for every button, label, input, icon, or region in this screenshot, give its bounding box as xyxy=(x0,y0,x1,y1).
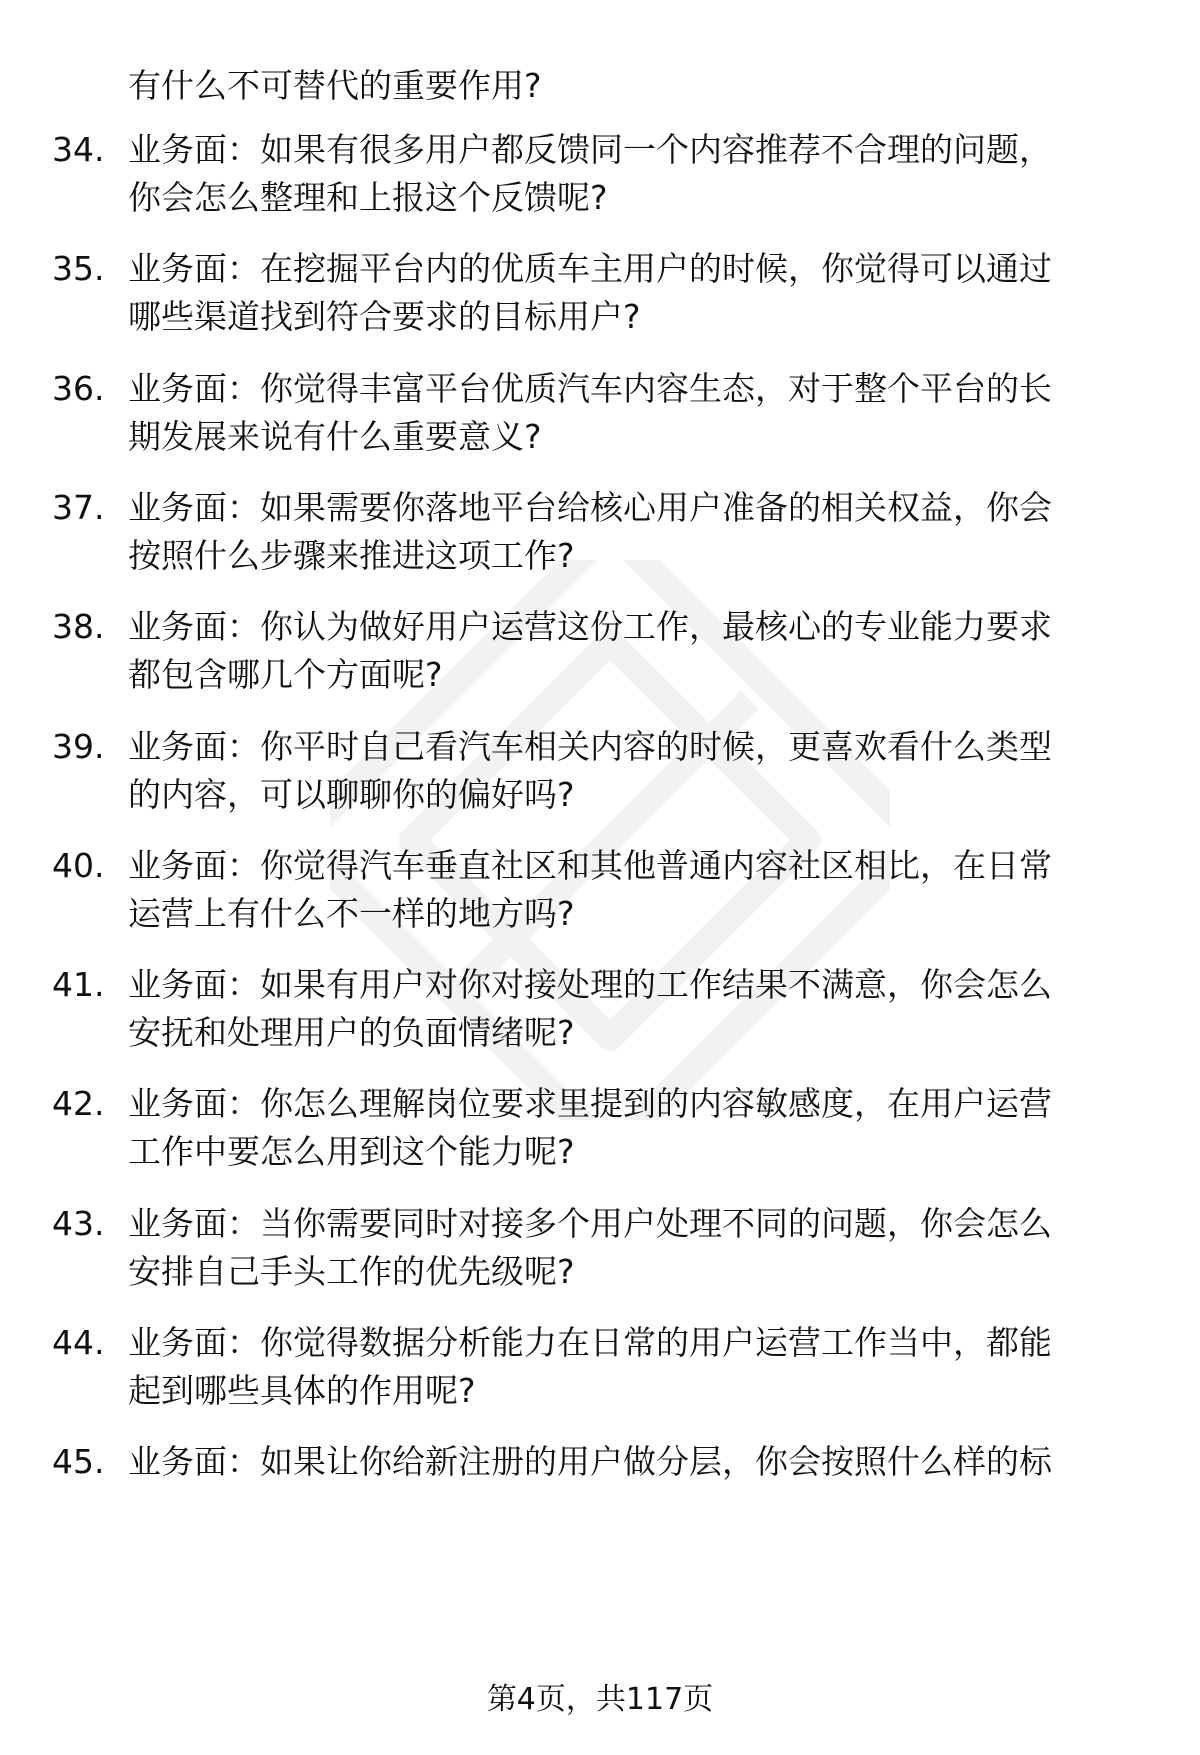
question-line: 业务面：你怎么理解岗位要求里提到的内容敏感度，在用户运营 xyxy=(128,1084,1052,1123)
question-line: 期发展来说有什么重要意义? xyxy=(128,417,542,456)
question-line: 起到哪些具体的作用呢? xyxy=(128,1371,476,1410)
question-number: 35. xyxy=(52,249,105,288)
question-line: 业务面：你觉得丰富平台优质汽车内容生态，对于整个平台的长 xyxy=(128,369,1052,408)
question-line: 业务面：你觉得汽车垂直社区和其他普通内容社区相比，在日常 xyxy=(128,846,1052,885)
question-line: 的内容，可以聊聊你的偏好吗? xyxy=(128,775,575,814)
question-text xyxy=(128,842,1148,938)
question-number: 39. xyxy=(52,727,105,766)
question-number: 38. xyxy=(52,607,105,646)
question-number: 42. xyxy=(52,1084,105,1123)
question-line: 业务面：在挖掘平台内的优质车主用户的时候，你觉得可以通过 xyxy=(128,249,1052,288)
question-number: 40. xyxy=(52,846,105,885)
question-text xyxy=(128,126,1148,222)
question-line: 业务面：当你需要同时对接多个用户处理不同的问题，你会怎么 xyxy=(128,1204,1052,1243)
question-number: 34. xyxy=(52,130,105,169)
question-line: 业务面：如果让你给新注册的用户做分层，你会按照什么样的标 xyxy=(128,1442,1052,1481)
question-number: 43. xyxy=(52,1204,105,1243)
question-text xyxy=(128,961,1148,1057)
question-line: 业务面：你觉得数据分析能力在日常的用户运营工作当中，都能 xyxy=(128,1323,1052,1362)
question-text xyxy=(128,1319,1148,1415)
question-text xyxy=(128,484,1148,580)
question-line: 业务面：你认为做好用户运营这份工作，最核心的专业能力要求 xyxy=(128,607,1052,646)
question-line: 都包含哪几个方面呢? xyxy=(128,655,443,694)
question-text xyxy=(128,723,1148,819)
question-text xyxy=(128,603,1148,699)
question-number: 45. xyxy=(52,1442,105,1481)
question-text xyxy=(128,365,1148,461)
question-line: 安抚和处理用户的负面情绪呢? xyxy=(128,1013,575,1052)
question-line: 业务面：如果有用户对你对接处理的工作结果不满意，你会怎么 xyxy=(128,965,1052,1004)
question-text xyxy=(128,1438,1148,1486)
page-footer: 第4页，共117页 xyxy=(486,1682,714,1717)
question-text xyxy=(128,1200,1148,1296)
question-line: 业务面：你平时自己看汽车相关内容的时候，更喜欢看什么类型 xyxy=(128,727,1052,766)
question-number: 37. xyxy=(52,488,105,527)
question-text xyxy=(128,245,1148,341)
question-line: 运营上有什么不一样的地方吗? xyxy=(128,894,575,933)
continued-question-text: 有什么不可替代的重要作用? xyxy=(128,66,542,105)
question-line: 业务面：如果有很多用户都反馈同一个内容推荐不合理的问题， xyxy=(128,130,1052,169)
question-number: 36. xyxy=(52,369,105,408)
question-number: 44. xyxy=(52,1323,105,1362)
question-line: 你会怎么整理和上报这个反馈呢? xyxy=(128,178,608,217)
question-line: 工作中要怎么用到这个能力呢? xyxy=(128,1132,575,1171)
question-text xyxy=(128,1080,1148,1176)
question-line: 哪些渠道找到符合要求的目标用户? xyxy=(128,297,641,336)
question-number: 41. xyxy=(52,965,105,1004)
question-line: 按照什么步骤来推进这项工作? xyxy=(128,536,575,575)
question-line: 业务面：如果需要你落地平台给核心用户准备的相关权益，你会 xyxy=(128,488,1052,527)
question-line: 安排自己手头工作的优先级呢? xyxy=(128,1252,575,1291)
